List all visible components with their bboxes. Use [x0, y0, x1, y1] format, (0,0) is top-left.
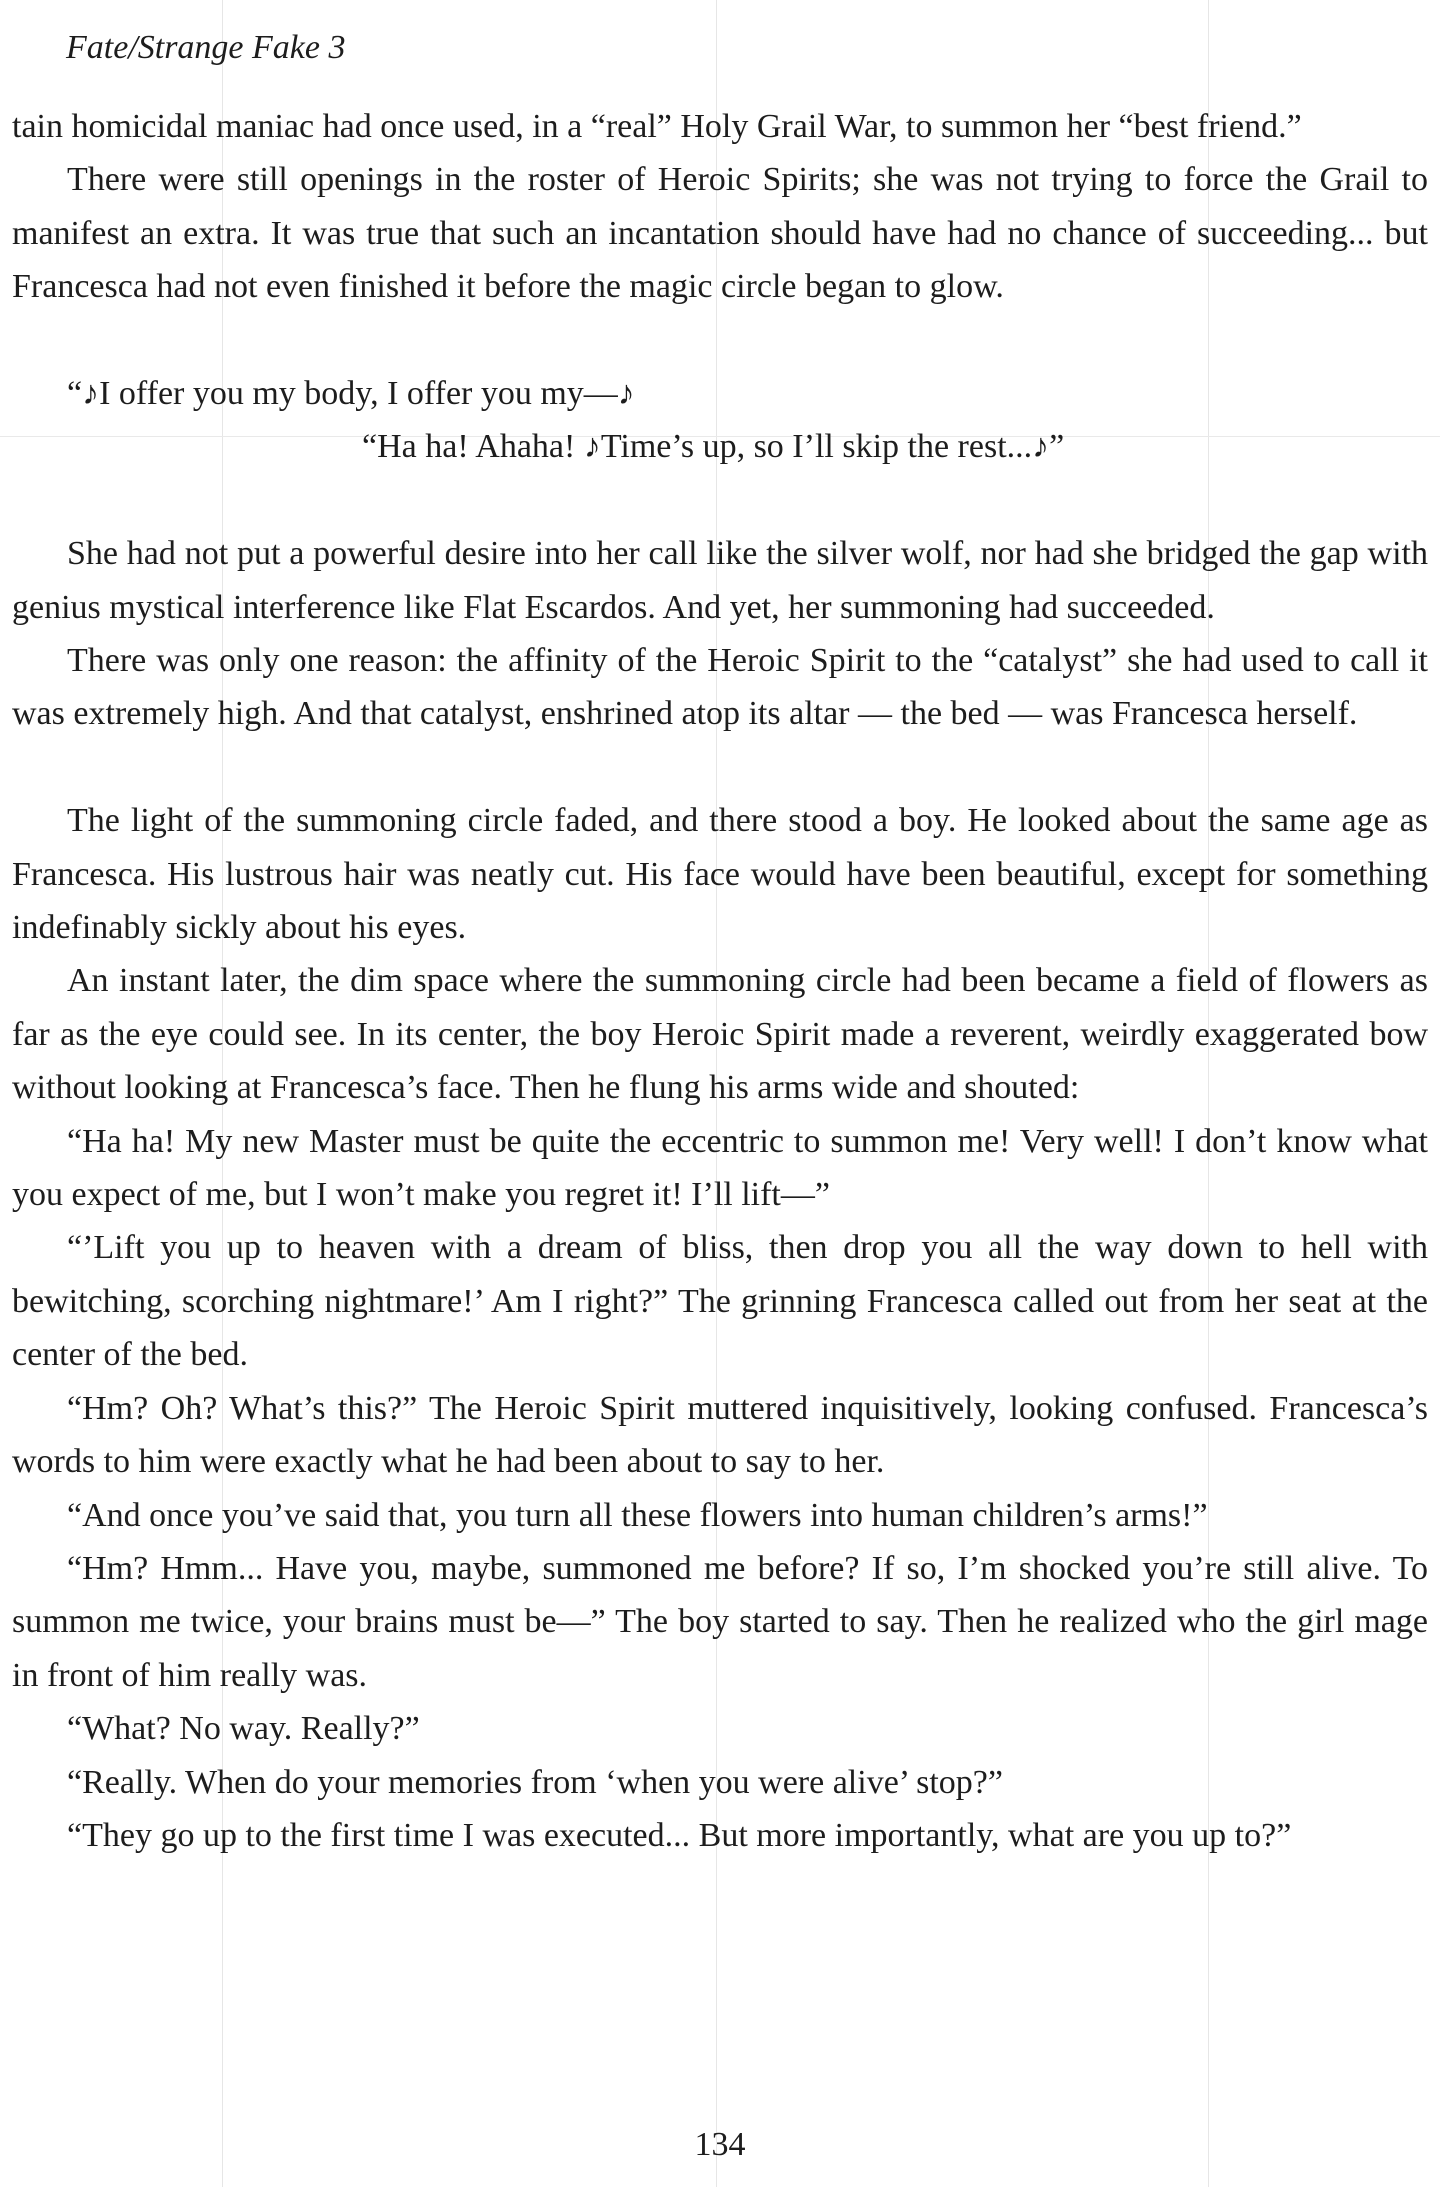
page-number: 134: [694, 2126, 746, 2163]
section-gap: [12, 314, 1428, 367]
dialogue-line: “Really. When do your memories from ‘when you were alive’ stop?”: [67, 1763, 1003, 1801]
dialogue-line: “Hm? Hmm... Have you, maybe, summoned me before? If so, I’m shocked you’re still alive. To summon me twice, your brains must be—” The boy started to say. Then he realized who the girl mage in front of him really was.: [12, 1549, 1428, 1694]
dialogue-line: “And once you’ve said that, you turn all these flowers into human children’s arms!”: [67, 1496, 1208, 1534]
paragraph: The light of the summoning circle faded, and there stood a boy. He looked about the same age as Francesca. His lustrous hair was neatly cut. His face would have been beautiful, except for something indefinably sickly about his eyes.: [12, 802, 1428, 947]
running-head: Fate/Strange Fake 3: [66, 29, 346, 66]
section-gap: [12, 474, 1428, 527]
body-text: [12, 100, 1428, 1862]
section-gap: [12, 741, 1428, 794]
song-line: “♪I offer you my body, I offer you my—♪: [67, 375, 635, 413]
paragraph: There were still openings in the roster of Heroic Spirits; she was not trying to force the Grail to manifest an extra. It was true that such an incantation should have had no chance of succeeding... but Francesca had not even finished it before the magic circle began to glow.: [12, 161, 1428, 306]
dialogue-line: “Ha ha! My new Master must be quite the eccentric to summon me! Very well! I don’t know what you expect of me, but I won’t make you regret it! I’ll lift—”: [12, 1122, 1428, 1214]
paragraph: She had not put a powerful desire into her call like the silver wolf, nor had she bridged the gap with genius mystical interference like Flat Escardos. And yet, her summoning had succeeded.: [12, 535, 1428, 626]
paragraph: An instant later, the dim space where the summoning circle had been became a field of flowers as far as the eye could see. In its center, the boy Heroic Spirit made a reverent, weirdly exaggerated bow without looking at Francesca’s face. Then he flung his arms wide and shouted:: [12, 962, 1428, 1107]
song-line: “Ha ha! Ahaha! ♪Time’s up, so I’ll skip the rest...♪”: [362, 428, 1065, 466]
paragraph: There was only one reason: the affinity of the Heroic Spirit to the “catalyst” she had used to call it was extremely high. And that catalyst, enshrined atop its altar — the bed — was Francesca herself.: [12, 642, 1428, 733]
dialogue-line: “’Lift you up to heaven with a dream of bliss, then drop you all the way down to hell with bewitching, scorching nightmare!’ Am I right?” The grinning Francesca called out from her seat at the center of the bed.: [12, 1229, 1428, 1374]
paragraph: tain homicidal maniac had once used, in a “real” Holy Grail War, to summon her “best friend.”: [12, 108, 1302, 145]
dialogue-line: “Hm? Oh? What’s this?” The Heroic Spirit muttered inquisitively, looking confused. Francesca’s words to him were exactly what he had been about to say to her.: [12, 1389, 1428, 1481]
dialogue-line: “What? No way. Really?”: [67, 1710, 420, 1748]
dialogue-line: “They go up to the first time I was executed... But more importantly, what are you up to?”: [67, 1816, 1292, 1854]
